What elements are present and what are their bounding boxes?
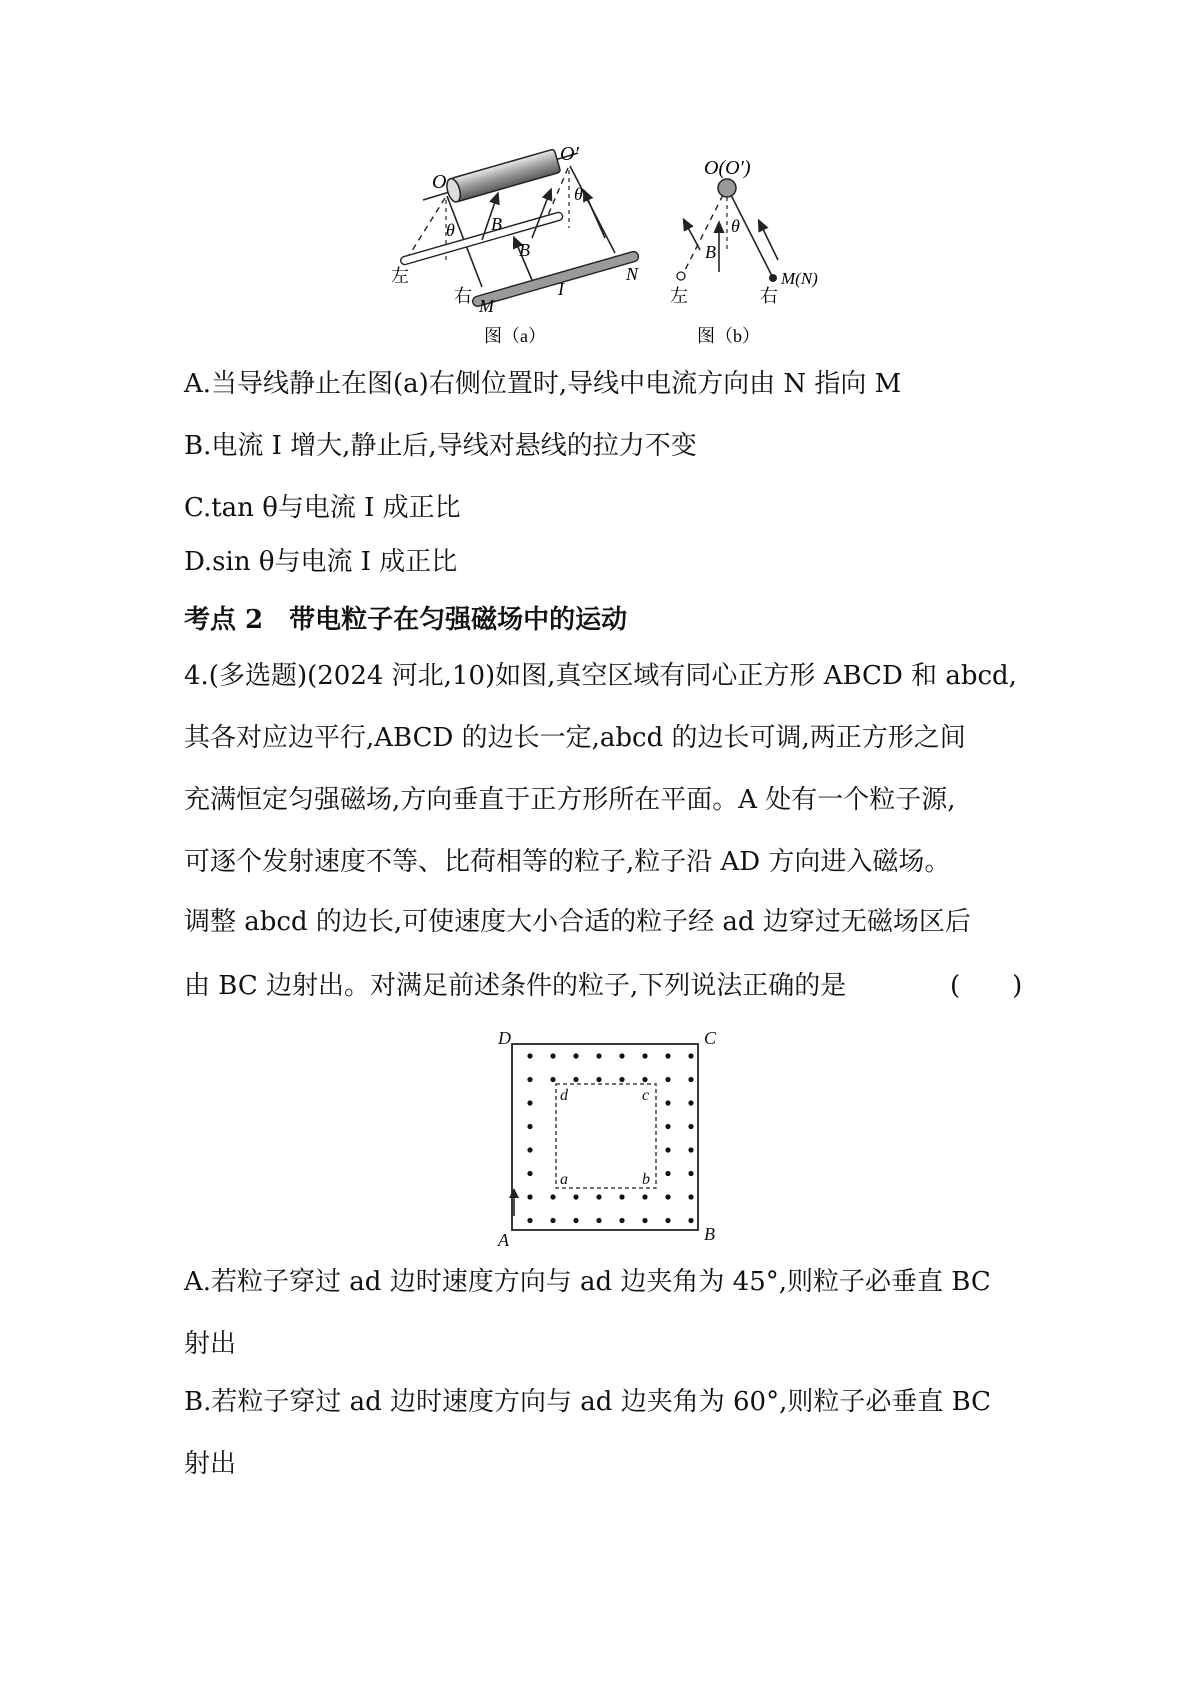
wire-left-end [677, 272, 685, 280]
label-b-inner: b [642, 1171, 650, 1188]
q4-stem-line-1: 4.(多选题)(2024 河北,10)如图,真空区域有同心正方形 ABCD 和 abcd, [184, 661, 1017, 691]
label-c-inner: c [642, 1087, 650, 1104]
label-i: I [558, 279, 564, 299]
q4-option-a-line-1: A.若粒子穿过 ad 边时速度方向与 ad 边夹角为 45°,则粒子必垂直 BC [184, 1267, 991, 1297]
magnetic-field-dot [573, 1194, 578, 1199]
magnetic-field-dot [550, 1077, 555, 1082]
label-b-outer: B [704, 1224, 715, 1244]
magnetic-field-dot [550, 1218, 555, 1223]
wire-mn [472, 250, 640, 307]
magnetic-field-dot [527, 1124, 532, 1129]
q4-stem-line-4: 可逐个发射速度不等、比荷相等的粒子,粒子沿 AD 方向进入磁场。 [184, 847, 951, 877]
b-field-arrow-3 [585, 193, 605, 238]
magnetic-field-dot [573, 1053, 578, 1058]
magnetic-field-dot [619, 1077, 624, 1082]
q3-option-b: B.电流 I 增大,静止后,导线对悬线的拉力不变 [184, 431, 697, 461]
magnetic-field-dot [527, 1100, 532, 1105]
magnetic-field-dot [688, 1171, 693, 1176]
magnetic-field-dot [665, 1194, 670, 1199]
magnetic-field-dot [642, 1053, 647, 1058]
magnetic-field-dot [527, 1147, 532, 1152]
label-left-b: 左 [670, 286, 688, 306]
q4-stem-line-2: 其各对应边平行,ABCD 的边长一定,abcd 的边长可调,两正方形之间 [184, 723, 966, 753]
caption-b: 图（b） [697, 326, 760, 346]
magnetic-field-dot [688, 1053, 693, 1058]
label-left: 左 [391, 266, 409, 286]
magnetic-field-dot [619, 1194, 624, 1199]
wire-mn-end [769, 274, 777, 282]
magnetic-field-dot [550, 1194, 555, 1199]
figure-squares [0, 1020, 1200, 1250]
magnetic-field-dot [596, 1218, 601, 1223]
magnetic-field-dot [527, 1218, 532, 1223]
label-d-inner: d [560, 1087, 568, 1104]
label-b-2: B [519, 240, 530, 260]
q4-option-b-line-1: B.若粒子穿过 ad 边时速度方向与 ad 边夹角为 60°,则粒子必垂直 BC [184, 1387, 992, 1417]
magnetic-field-dot [573, 1077, 578, 1082]
magnetic-field-dot [688, 1147, 693, 1152]
label-theta-2: θ [574, 184, 583, 204]
b-arrow-left [685, 222, 700, 250]
q3-option-c: C.tan θ与电流 I 成正比 [184, 493, 461, 523]
label-b-1: B [491, 214, 502, 234]
q4-option-a-line-2: 射出 [184, 1329, 237, 1359]
magnetic-field-dot [527, 1077, 532, 1082]
magnetic-field-dot [527, 1194, 532, 1199]
label-d-outer: D [498, 1028, 511, 1048]
label-o-prime: O′ [560, 143, 579, 165]
figure-b [670, 157, 818, 346]
magnetic-field-dot [665, 1147, 670, 1152]
label-c-outer: C [704, 1028, 717, 1048]
outer-square-abcd [512, 1044, 698, 1230]
magnetic-field-dot [688, 1100, 693, 1105]
inner-square-abcd [556, 1084, 656, 1188]
answer-parentheses: ( ) [950, 971, 1023, 1001]
magnetic-field-dot [642, 1077, 647, 1082]
magnetic-field-dot [527, 1053, 532, 1058]
label-right: 右 [454, 286, 472, 306]
label-oo: O(O′) [704, 157, 751, 179]
support-cylinder [445, 149, 561, 203]
magnetic-field-dot [688, 1124, 693, 1129]
section-title: 考点 2 带电粒子在匀强磁场中的运动 [184, 605, 628, 635]
magnetic-field-dot [573, 1218, 578, 1223]
q3-option-a: A.当导线静止在图(a)右侧位置时,导线中电流方向由 N 指向 M [184, 369, 902, 399]
magnetic-field-dot [688, 1077, 693, 1082]
q4-option-b-line-2: 射出 [184, 1449, 237, 1479]
arrowhead-icon [509, 1188, 519, 1198]
dashed-thread-b [683, 195, 723, 274]
magnetic-field-dot [665, 1100, 670, 1105]
label-a-outer: A [498, 1230, 509, 1250]
q4-stem-line-5: 调整 abcd 的边长,可使速度大小合适的粒子经 ad 边穿过无磁场区后 [184, 907, 971, 937]
magnetic-field-dot [665, 1053, 670, 1058]
cylinder-end-view [718, 179, 736, 197]
label-n: N [626, 264, 639, 284]
q4-stem-line-3: 充满恒定匀强磁场,方向垂直于正方形所在平面。A 处有一个粒子源, [184, 785, 956, 815]
magnetic-field-dot [527, 1171, 532, 1176]
label-right-b: 右 [760, 286, 778, 306]
label-m: M [479, 296, 494, 316]
label-mn-b: M(N) [781, 269, 818, 288]
b-arrow-right [760, 223, 778, 260]
magnetic-field-dot [596, 1077, 601, 1082]
magnetic-field-dot [642, 1194, 647, 1199]
label-o: O [432, 171, 447, 193]
label-a-inner: a [560, 1171, 568, 1188]
magnetic-field-dot [596, 1053, 601, 1058]
magnetic-field-dot [550, 1053, 555, 1058]
magnetic-field-dot [619, 1053, 624, 1058]
magnetic-field-dot [665, 1124, 670, 1129]
magnetic-field-dot [688, 1194, 693, 1199]
magnetic-field-dot [642, 1218, 647, 1223]
magnetic-field-dot [688, 1218, 693, 1223]
figure-a [391, 143, 640, 346]
magnetic-field-dot [665, 1077, 670, 1082]
magnetic-field-dot [665, 1171, 670, 1176]
label-theta-b: θ [731, 216, 740, 236]
q4-stem-line-6: 由 BC 边射出。对满足前述条件的粒子,下列说法正确的是 [184, 971, 847, 1001]
figure-ab [0, 0, 1200, 360]
magnetic-field-dot [619, 1218, 624, 1223]
q3-option-d: D.sin θ与电流 I 成正比 [184, 547, 458, 577]
magnetic-field-dot [596, 1194, 601, 1199]
magnetic-field-dot [665, 1218, 670, 1223]
label-b-b: B [705, 242, 716, 262]
label-theta-1: θ [446, 220, 455, 240]
caption-a: 图（a） [484, 326, 546, 346]
